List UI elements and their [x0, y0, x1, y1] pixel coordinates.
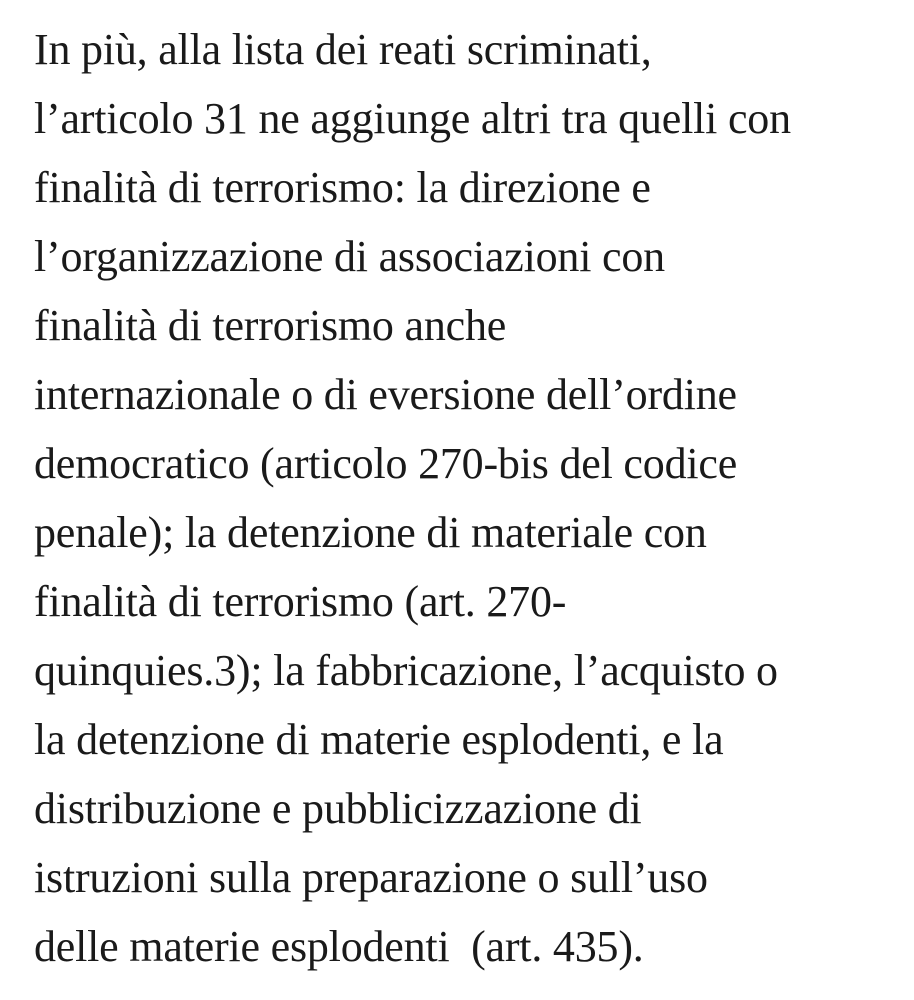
- paragraph-line-10: quinquies.3); la fabbricazione, l’acquisto o: [34, 646, 778, 695]
- paragraph-line-14: delle materie esplodenti (art. 435).: [34, 922, 644, 971]
- paragraph-line-8: penale); la detenzione di materiale con: [34, 508, 707, 557]
- paragraph-line-13: istruzioni sulla preparazione o sull’uso: [34, 853, 708, 902]
- paragraph-line-1: In più, alla lista dei reati scriminati,: [34, 25, 652, 74]
- paragraph-line-4: l’organizzazione di associazioni con: [34, 232, 665, 281]
- paragraph-line-5: finalità di terrorismo anche: [34, 301, 507, 350]
- paragraph-line-2: l’articolo 31 ne aggiunge altri tra quelli con: [34, 94, 791, 143]
- paragraph-line-12: distribuzione e pubblicizzazione di: [34, 784, 642, 833]
- paragraph-line-7: democratico (articolo 270-bis del codice: [34, 439, 738, 488]
- paragraph-line-3: finalità di terrorismo: la direzione e: [34, 163, 651, 212]
- paragraph-line-11: la detenzione di materie esplodenti, e la: [34, 715, 724, 764]
- paragraph-line-9: finalità di terrorismo (art. 270-: [34, 577, 567, 626]
- paragraph-line-6: internazionale o di eversione dell’ordine: [34, 370, 737, 419]
- article-paragraph: [34, 20, 904, 986]
